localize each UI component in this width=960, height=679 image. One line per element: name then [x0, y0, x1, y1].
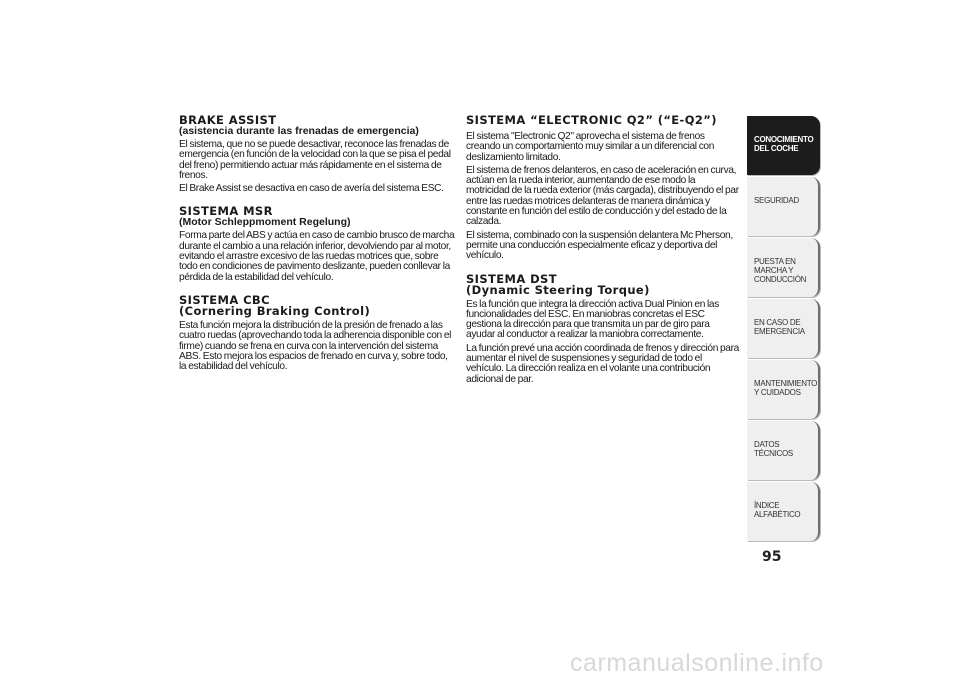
dst-title-line-2: (Dynamic Steering Torque)	[466, 282, 650, 297]
brake-assist-paragraph-1: El sistema, que no se puede desactivar, reconoce las frenadas de emergencia (en función de la velocidad con la que se pisa el pedal del freno) permitiendo actuar más rápidamente en el sistema de frenos.	[179, 139, 451, 181]
tab-en-caso-de-emergencia[interactable]	[747, 299, 820, 358]
brake-assist-subtitle: (asistencia durante las frenadas de emergencia)	[179, 125, 419, 137]
dst-paragraph-2: La función prevé una acción coordinada de frenos y dirección para aumentar el nivel de suspensiones y seguridad de todo el vehículo. La dirección realiza en el volante una contribución adicional de par.	[466, 342, 739, 385]
watermark-text: carmanualsonline.info	[570, 649, 824, 677]
eq2-paragraph-2: El sistema de frenos delanteros, en caso de aceleración en curva, actúan en la rueda interior, aumentando de ese modo la motricidad de la rueda exterior (más cargada), distribuyendo el par entre las ruedas motrices delanteras de manera dinámica y constante en función del estilo de conducción y del estado de la calzada.	[466, 164, 739, 228]
msr-paragraph-1: Forma parte del ABS y actúa en caso de cambio brusco de marcha durante el cambio a una relación inferior, devolviendo par al motor, evitando el arrastre excesivo de las ruedas motrices que, sobre todo en condiciones de pavimento deslizante, pueden conllevar la pérdida de la estabilidad del vehículo.	[179, 230, 455, 283]
tab-mantenimiento[interactable]	[747, 360, 820, 419]
eq2-title: SISTEMA “ELECTRONIC Q2” (“E-Q2”)	[466, 113, 717, 127]
tab-label: CONOCIMIENTO DEL COCHE	[754, 135, 814, 153]
tab-label: EN CASO DE EMERGENCIA	[754, 318, 805, 336]
tab-label: SEGURIDAD	[754, 196, 799, 205]
tab-label: DATOS TÉCNICOS	[754, 440, 793, 458]
tab-seguridad[interactable]	[747, 177, 820, 236]
right-column	[466, 115, 740, 388]
dst-title: SISTEMA DST	[466, 271, 557, 286]
section-tabs	[747, 116, 820, 543]
msr-subtitle: (Motor Schleppmoment Regelung)	[179, 216, 351, 229]
tab-label: ÍNDICE ALFABÉTICO	[754, 501, 801, 519]
tab-label: PUESTA EN MARCHA Y CONDUCCIÓN	[754, 257, 807, 284]
brake-assist-title: BRAKE ASSIST	[179, 113, 277, 127]
left-column	[179, 115, 455, 375]
tab-conocimiento-del-coche[interactable]	[747, 116, 820, 175]
cbc-title-line-2: (Cornering Braking Control)	[179, 303, 371, 318]
eq2-paragraph-1: El sistema "Electronic Q2" aprovecha el sistema de frenos creando un comportamiento muy similar a un diferencial con deslizamiento limitado.	[466, 131, 715, 163]
eq2-paragraph-3: El sistema, combinado con la suspensión delantera Mc Pherson, permite una conducción especialmente eficaz y deportiva del vehículo.	[466, 229, 733, 262]
tab-puesta-en-marcha[interactable]	[747, 238, 820, 297]
cbc-paragraph-1: Esta función mejora la distribución de la presión de frenado a las cuatro ruedas (aprovechando toda la adherencia disponible con el firme) cuando se frena en curva con la intervención del sistema ABS. Esto mejora los espacios de frenado en curva y, sobre todo, la estabilidad del vehículo.	[179, 319, 452, 373]
brake-assist-paragraph-2: El Brake Assist se desactiva en caso de avería del sistema ESC.	[179, 183, 444, 195]
cbc-title: SISTEMA CBC	[179, 292, 270, 307]
tab-indice-alfabetico[interactable]	[747, 482, 820, 541]
msr-title: SISTEMA MSR	[179, 204, 273, 219]
tab-datos-tecnicos[interactable]	[747, 421, 820, 480]
page-number: 95	[762, 549, 782, 565]
tab-label: MANTENIMIENTO Y CUIDADOS	[754, 379, 818, 397]
dst-paragraph-1: Es la función que integra la dirección activa Dual Pinion en las funcionalidades del ESC. En maniobras concretas el ESC gestiona la dirección para que transmita un par de giro para ayudar al conductor a realizar la maniobra correctamente.	[466, 298, 719, 341]
